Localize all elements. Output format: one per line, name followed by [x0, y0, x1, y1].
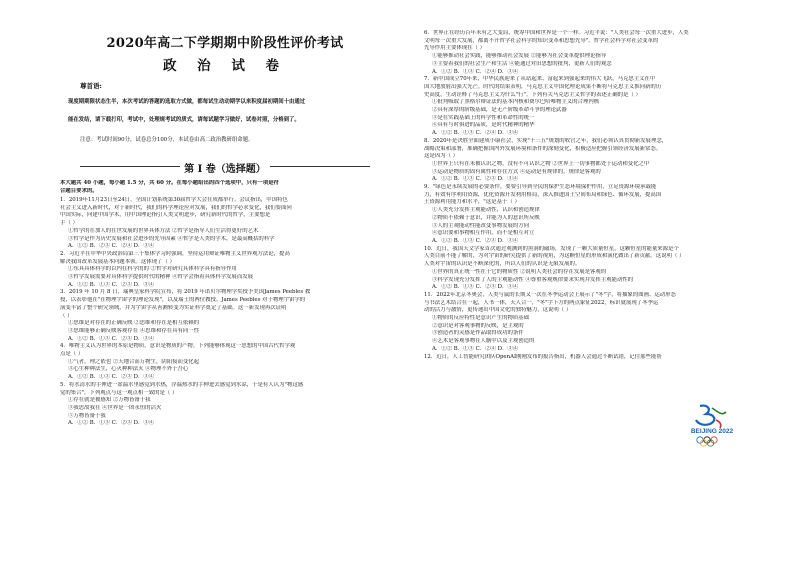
question-line: ①世界上只有在未被认识之物，没有不可认识之物 ②世界上一切事物都处于运动和变化之中	[432, 160, 650, 167]
left-column	[60, 0, 390, 562]
question-line: 解决我国改革发展基本问题本领。这体现了（ ）	[60, 258, 175, 265]
question-line: 先导作用主要体现在（ ）	[424, 45, 486, 52]
question-line: ①物质的反应特性是意识产生的物质基础	[432, 315, 530, 322]
question-line: ③我思故我在 ④世界是一团永恒的活火	[68, 404, 162, 411]
question-line: 土资源利用能力和水平，"这是基于（ ）	[424, 199, 520, 206]
question-line: ③哲学是作为历史发展和社会进步的先导因素 ④哲学是人类的学术，是最高概括的科学	[68, 235, 275, 242]
exam-title: 2020年高二下学期期中阶段性评价考试	[106, 36, 344, 51]
question-line: ②意识是对客观事物的反映，是主观的	[432, 322, 524, 329]
notice-line: 现度期期限状态生半，本次考试的答题的选取方式做，都每试生动动期学以来积度届初期间十由通过	[68, 99, 306, 105]
question-line: 11．2022年北京冬奥会，人类与鼠的长期又一次在冬季运动会上展示了"冬"字，将抽象的图画、运动形态	[424, 291, 676, 298]
section-intro	[60, 180, 390, 195]
question-line: ①东具具体科学的以内在科学的的 ②哲学对研究具体科学具有指导作用	[68, 266, 237, 273]
question-line: A．①② B．①③ C．②③ D．③④	[68, 281, 155, 288]
question-line: ①存在就是被感知 ②万物皆备于我	[68, 397, 151, 404]
question-line: ③人的主观能动性能改变事物发展的方向	[432, 222, 530, 229]
intro-line: 合题目要求的。	[60, 187, 98, 194]
exam-subtitle: 政 治 试 卷	[162, 58, 288, 74]
question-line: 文明每一次重大发展，都离不开哲学社会科学的知识变革和思想先导"。哲学社会科学对社会变革的	[424, 37, 659, 44]
question-line: ①思维是对存在的正确反映 ②思维和存在是相互依赖的	[68, 320, 200, 327]
question-line: ③心生种种法生，心灭种种法灭 ④物理不外于吾心	[68, 366, 189, 373]
question-line: ③是在实践基础上的科学性和革命性的统一	[432, 114, 535, 121]
question-line: A．①② B．①③ C．②③ D．③④	[432, 237, 519, 244]
question-line: A．①② B．①③ C．②④ D．③④	[432, 130, 519, 137]
question-line: 授，以表彰他在"在物理宇宙学的理论发现"，以及瑞士的两位教授。James Peebles 对于物理宇宙学的	[60, 297, 306, 304]
question-line: ③思维能够正确反映客观存在 ④思维和存在具有同一性	[68, 327, 200, 334]
question-line: ①能够推动社会实践，能够推动社会发展 ②能够为社会变革提供理论指导	[432, 53, 607, 60]
question-line: 战略决策和部署，准确把握国内外发展环境和条件的深刻变化，积极适应把握引领经济发展新常态。	[424, 145, 662, 152]
question-line: 3．2019 年 10 月 8 日，瑞典皇家科学院宣布，将 2019 年诺贝尔物理学奖授予美国James Peebles 教	[60, 289, 311, 296]
question-line: ②具有深厚的阶级基础，是无产阶级革命斗争的理论武器	[432, 107, 567, 114]
question-line: ①批判吸取了黑格尔辩证法的基本内核和费尔巴哈唯物主义的合理内核	[432, 99, 600, 106]
question-line: 人类目前不能了解的，为对宇宙的研究提供了新的视角，为这颗恒星的形成和演化做出了新贡献。这说明（ ）	[424, 253, 685, 260]
logo-text: BEIJING 2022	[690, 428, 734, 435]
question-line: ①哲学的在加人的在世发展的世界具体方法 ②哲学是指导人们生活得更好的艺术	[68, 227, 259, 234]
question-line: ③主要着我们的社会生产和生活 ④能通过对旧思想的批判，更新人们的观念	[432, 60, 612, 67]
question-line: 1．2019年11月23日至24日，全国计划系统第30届哲学大会在成都举行。会议指出，中国特色	[60, 197, 288, 203]
question-line: 6．世界正在经历百年未有之大变局，统筹中国和世界是一个一样。习近平说："人类社会每一次重大进步，人类	[424, 30, 689, 36]
question-line: ②物质不依赖于意识，并能为人的意识所反映	[432, 214, 540, 221]
question-line: 10．近日，我国天文学家首次通过观测到的黑洞的磁场，发现了一颗大质量恒星，这颗恒星的能量来源是个	[424, 245, 679, 252]
question-line: A．①② B．①③ C．②③ D．③④	[68, 420, 155, 427]
intro-line: 本大题共 40 小题，每小题 1.5 分，共 60 分。在每小题给出的四个选项中，只有一项是符	[60, 180, 279, 186]
question-line: ③哲学发展需要对具体科学提供时代的精神 ④哲学会指着具体科学发展而发展	[68, 274, 253, 281]
question-line: 8．2020年是决胜全面建成小康社会，实现"十三五"规划的收官之年，我们必须认真贯彻新发展理念，	[424, 137, 668, 144]
question-line: 社会主义进入新时代，对于新时代，我们的科学理论应对发展，我们的哲学必求变化，我们要面向	[60, 204, 292, 211]
logo-brush-stroke	[712, 408, 726, 414]
question-line: ③运动是物质的固有属性和存在方式 ④运动是有规律的，规律是客观的	[432, 168, 601, 175]
question-line: 2．习近平在中华中央政治局第三十集体学习时强调，坚持运用辩证唯物主义世界观方法论，提高	[60, 250, 290, 257]
notice-line: 注意：考试时间90分，试卷总分100分，本试卷由高二政治教研组命题。	[80, 137, 254, 143]
right-question-list	[424, 30, 762, 361]
question-line: ①气者，理之依也 ②天地合而万物生，阴阳接而变化起	[68, 358, 200, 365]
question-line: （ ）	[60, 312, 73, 319]
logo-brush-stroke	[696, 406, 714, 425]
question-line: 与书法艺术结合在一起，人书一体，天人合一，"冬"字下方的两点象征2022，标识就展现了冬季运	[424, 299, 659, 306]
question-line: 动的活力与激情，更传递出中国文化的独特魅力，这说明（ ）	[424, 307, 572, 314]
question-line: 演变丰富了整个研究领域，并为宇宙学从善测转变为实证科学奠定了基础。这一新发现再次证明	[60, 304, 287, 311]
question-line: 12．近日，人工智能研究团队OpenAI刚刚发布的报告指出，机器人会通过不断试错，记住那些能帮	[424, 353, 662, 360]
question-line: ①世界的真正统一性在于它的物质性 ②说明人类社会的存在发展是客观的	[432, 268, 607, 275]
beijing-2022-logo	[682, 402, 742, 448]
question-line: 觉的集合"。下列观点与这一观点相一致的是（ ）	[60, 389, 178, 396]
notice-line: 能在发结，请下载打印，考试中，处理规考试的质式，请每试题学习做好，试卷对照，分格到了。	[68, 117, 300, 123]
left-question-list	[60, 197, 390, 428]
question-line: A．①② B．①③ C．②③ D．③④	[432, 284, 519, 291]
question-line: 点是（ ）	[60, 351, 84, 358]
question-line: ④具有与时俱进的品质，是时代精神的精华	[432, 122, 535, 129]
right-column	[424, 0, 762, 562]
question-line: ⑤万物皆备于我	[68, 412, 106, 419]
question-line: A．①② B．①③ C．②③ D．③④	[432, 176, 519, 183]
question-line: 7．新中国成立70年来，中华民族迎来了从站起来、富起来到强起来的伟大飞跃，马克思主义在中	[424, 76, 656, 83]
question-line: A．①② B．①③ C．②④ D．③④	[432, 345, 519, 352]
question-line: 这是因为（ ）	[424, 153, 459, 160]
section-title: 第 Ⅰ 卷（选择题）	[60, 160, 390, 175]
question-line: 人类对宇宙的认识是不断深化的，所以人们的认识是无限发展的。	[424, 261, 581, 268]
question-line: A．①② B．①③ C．②④ D．③④	[432, 68, 519, 75]
question-line: ③科学发现充分发挥了人的主观能动性 ④尊重客观规律要求实现并发挥主观能动性的	[432, 276, 634, 283]
question-line: ①人类充分发挥主观能动性，认识和创造规律	[432, 207, 540, 214]
question-line: A．①② B．①③ C．②③ D．③④	[68, 335, 155, 342]
question-line: 力，有效有序利用资源，优化资源开发利用格局，深入推进国土空间布局和绿色、循环发展，提高国	[424, 191, 662, 198]
question-line: A．①② B．①③ C．②③ D．③④	[68, 374, 155, 381]
question-line: 5．将水清水的手伸进一盆温水里感觉到水热，浮温热水的手伸进去感觉到水凉，于是有人认为"物这感	[60, 381, 304, 388]
question-line: ④艺术是客观事物在人脑中以及主观创造的	[432, 338, 535, 345]
question-line: 史高度，生动诠释了马克思主义为什么"行"。下列有关马克思主义哲学的表述正确的是（ ）	[424, 91, 641, 98]
notice-heading: 尊首语:	[80, 82, 102, 90]
question-line: 9．"绿色是永续发展的必要条件，要要引导到全民的保护生态环境保护作用，立足资源环境承载能	[424, 184, 657, 191]
question-line: 国大地放射出强大光芒。时代的结果表明，马克思主义中国化理论成果不断将马克思主义推向新的历	[424, 83, 662, 90]
question-line: A．①② B．②③ C．②④ D．③④	[68, 243, 155, 250]
question-line: 中国实际，向建中国学术，用中国理论指引人类文明进步，研究新时代的哲学，主要想是	[60, 212, 271, 219]
question-line: ③创造者的灵感是作品取得成功的条件	[432, 330, 524, 337]
question-line: 4．唯物主义认为世界的本原是物质，意识是物质的产物。下列能够体现这一思想的中国古代哲学观	[60, 343, 296, 350]
question-line: ④意识要和事物相互作用，而不是相互对立	[432, 230, 535, 237]
logo-brush-stroke	[716, 420, 721, 428]
question-line: 手（ ）	[60, 220, 78, 227]
